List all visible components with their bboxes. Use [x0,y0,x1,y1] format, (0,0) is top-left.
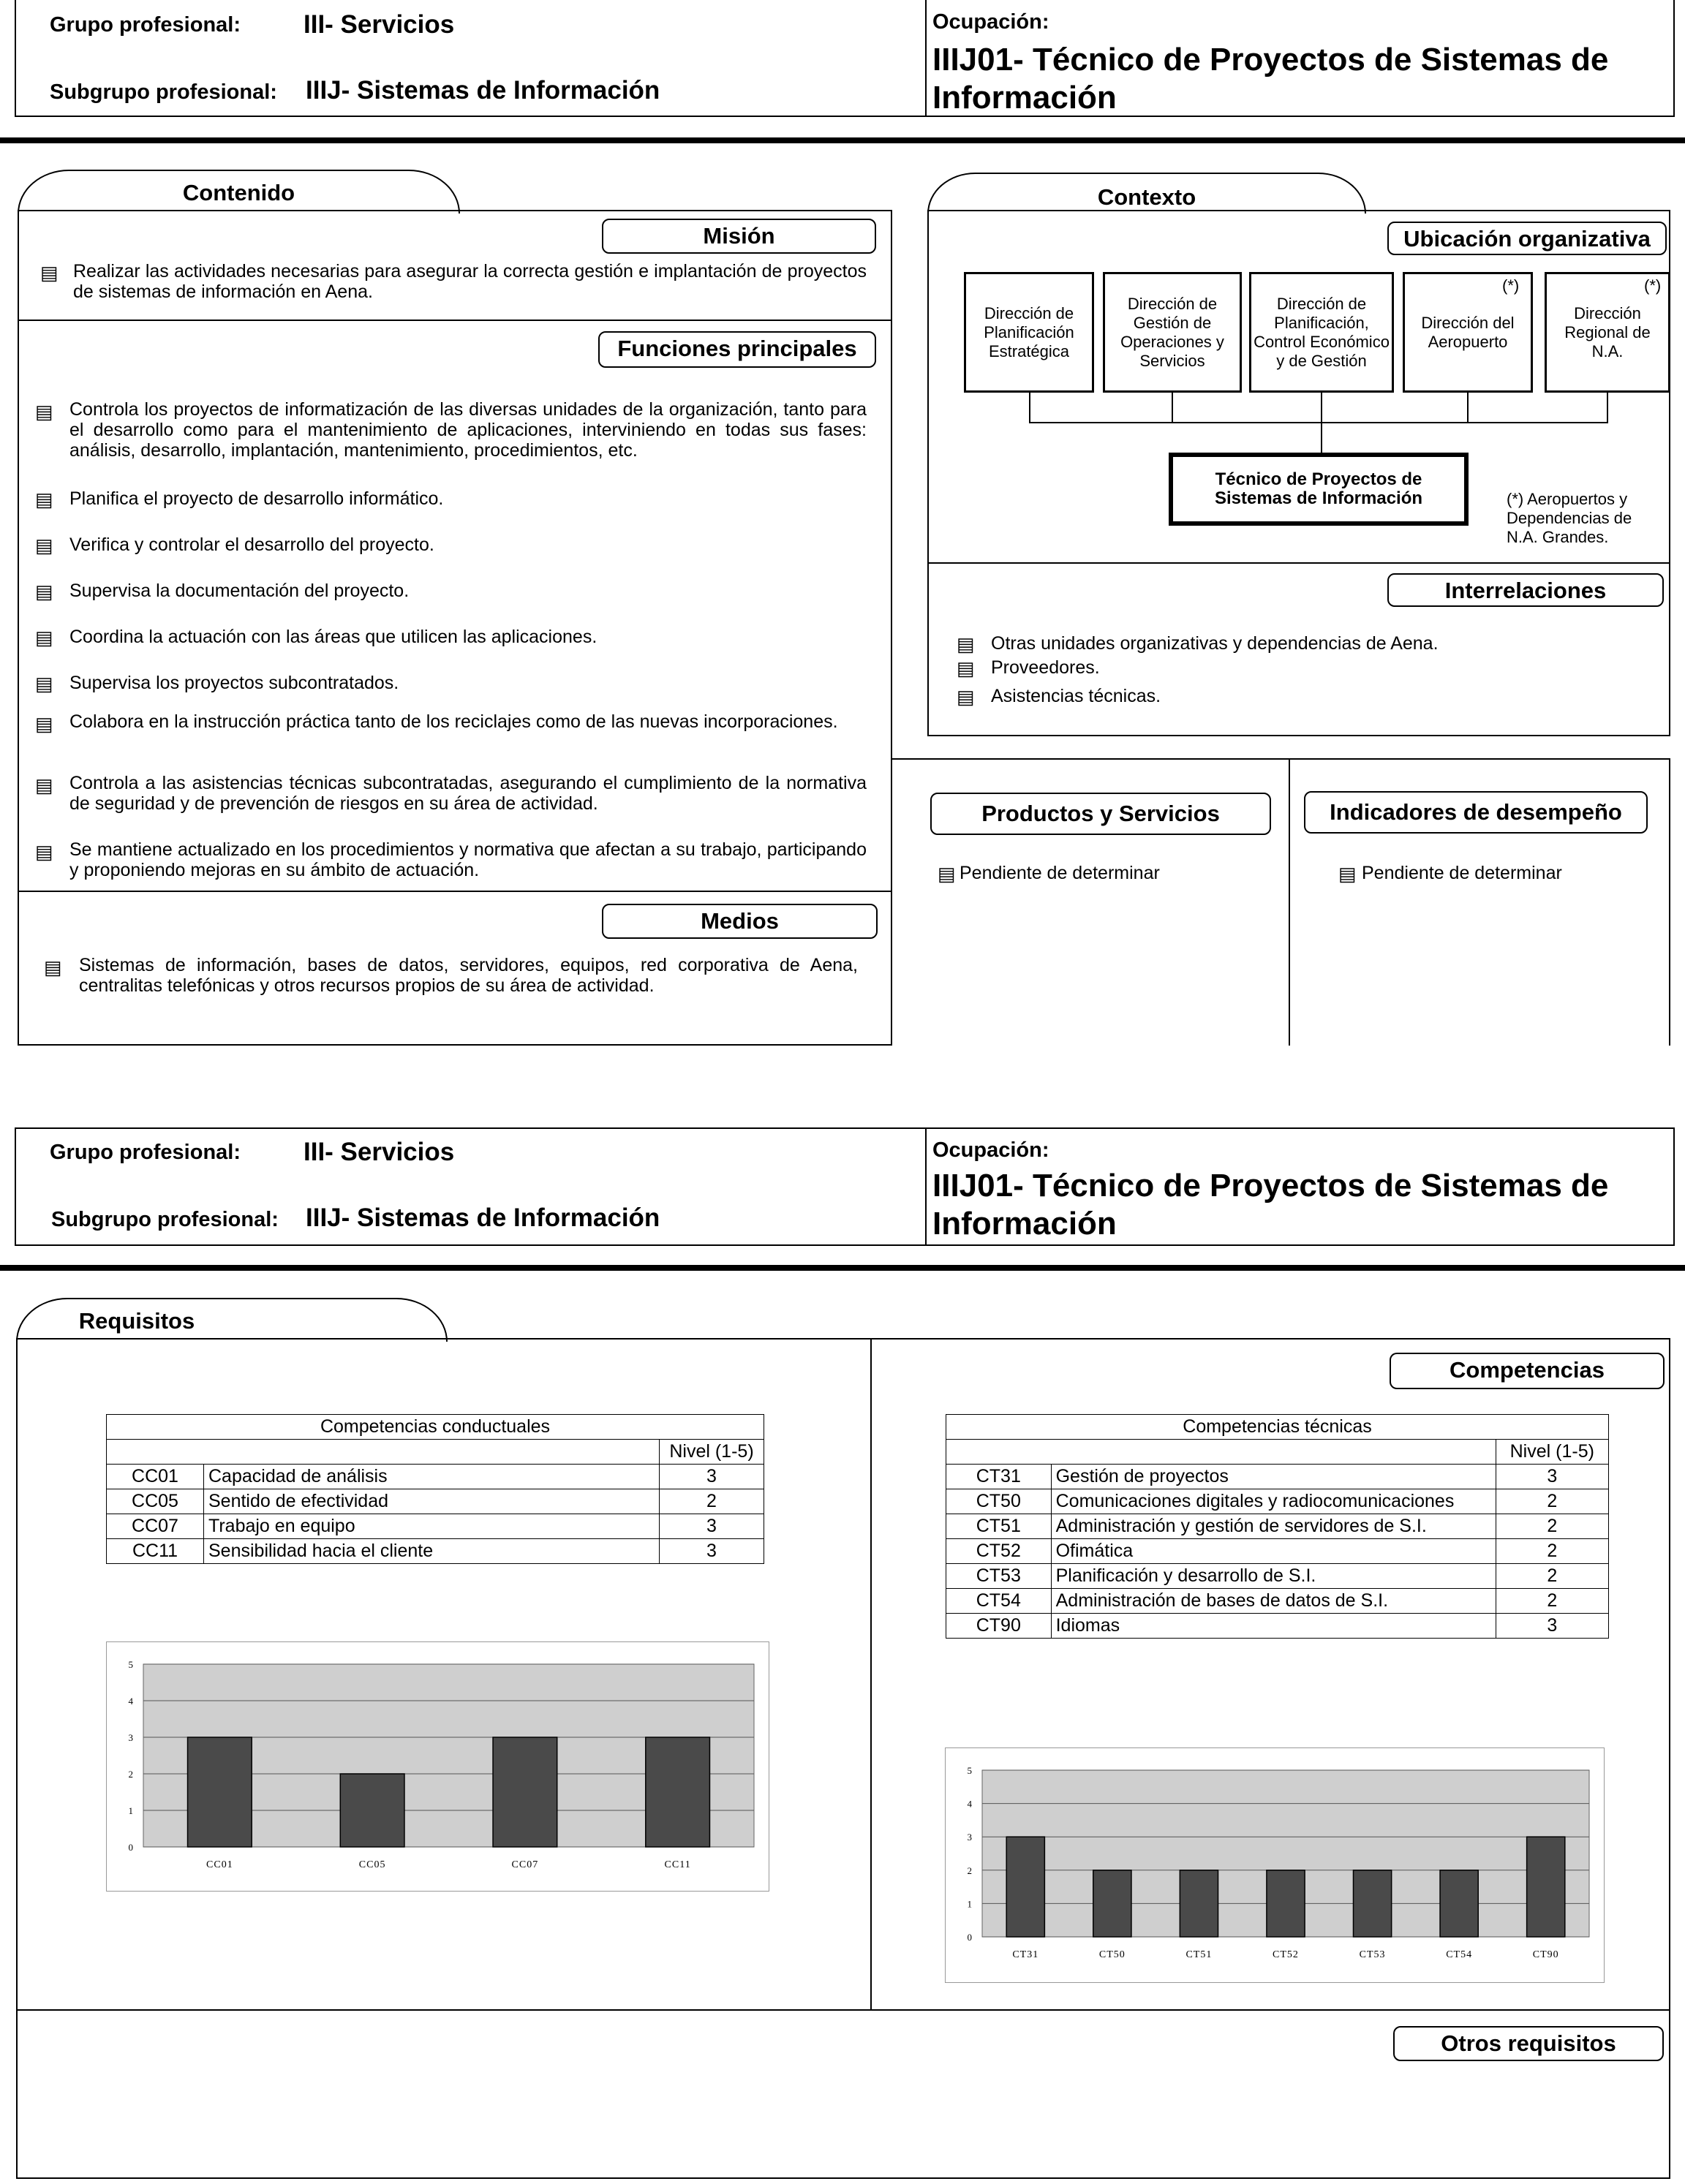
x-tick-label: CC01 [206,1859,233,1870]
ocupacion-label: Ocupación: [932,10,1049,34]
requisitos-divider [870,1338,872,2009]
row-name: Capacidad de análisis [204,1465,660,1489]
medios-text: Sistemas de información, bases de datos, servidores, equipos, red corporativa de Aena, centralitas telefónicas y otros recursos propios de su área de actividad. [79,955,858,996]
row-code: CT54 [946,1589,1052,1614]
bar-cc05 [340,1774,404,1847]
row-level: 3 [660,1465,764,1489]
table-row [107,1465,764,1489]
requisitos-tab-label: Requisitos [78,1308,195,1334]
org-box-planificacion-estrategica: Dirección de Planificación Estratégica [964,272,1094,393]
table-row [107,1514,764,1539]
mision-text: Realizar las actividades necesarias para asegurar la correcta gestión e implantación de proyectos de sistemas de información en Aena. [73,261,867,302]
bar-ct50 [1093,1870,1131,1937]
row-level: 3 [660,1539,764,1564]
row-code: CT52 [946,1539,1052,1564]
bullet-icon: ▤ [35,488,53,510]
row-level: 3 [1496,1465,1608,1489]
x-tick-label: CC07 [511,1859,539,1870]
funcion-1: Controla los proyectos de informatización de las diversas unidades de la organización, tanto para el desarrollo como para el mantenimiento de aplicaciones, interviniendo en todas sus fases: análisis, desarrollo, implantación, mantenimiento, procedimientos, etc. [69,399,867,461]
contexto-tab [927,173,1366,214]
contenido-tab [18,170,460,214]
x-tick-label: CT31 [1012,1949,1039,1960]
connector [1029,393,1030,422]
grupo-value-2: III- Servicios [304,1138,455,1166]
row-level: 2 [1496,1539,1608,1564]
header-rule-2 [0,1265,1685,1271]
funcion-8: Controla a las asistencias técnicas subcontratadas, asegurando el cumplimiento de la normativa de seguridad y de prevención de riesgos en su área de actividad. [69,773,867,814]
bar-ct90 [1527,1837,1565,1937]
table-row [946,1614,1609,1639]
x-tick-label: CT90 [1532,1949,1559,1960]
bar-ct51 [1180,1870,1218,1937]
row-code: CC05 [107,1489,204,1514]
x-tick-label: CC11 [664,1859,691,1870]
connector [1029,422,1608,423]
bar-ct54 [1440,1870,1478,1937]
ocupacion-value-2: IIIJ01- Técnico de Proyectos de Sistemas de Información [932,1168,1609,1242]
tecnicas-chart [945,1747,1605,1983]
bullet-icon: ▤ [40,262,59,284]
table-row [946,1514,1609,1539]
interrelacion-1: Otras unidades organizativas y dependencias de Aena. [991,633,1439,654]
row-code: CT31 [946,1465,1052,1489]
footnote: (*) Aeropuertos y Dependencias de N.A. Grandes. [1507,490,1632,546]
productos-title: Productos y Servicios [930,793,1271,835]
bar-cc01 [188,1737,252,1847]
y-tick-label: 1 [967,1898,972,1910]
bullet-icon: ▤ [35,713,53,735]
x-tick-label: CT53 [1359,1949,1386,1960]
productos-top-line [892,758,1670,760]
grupo-label-2: Grupo profesional: [50,1141,241,1164]
bullet-icon: ▤ [35,673,53,695]
funcion-4: Supervisa la documentación del proyecto. [69,581,410,601]
row-name: Ofimática [1051,1539,1496,1564]
funcion-6: Supervisa los proyectos subcontratados. [69,673,399,693]
bullet-icon: ▤ [35,401,53,423]
row-code: CT51 [946,1514,1052,1539]
conductuales-title: Competencias conductuales [107,1415,764,1440]
bullet-icon: ▤ [957,686,975,708]
row-code: CC11 [107,1539,204,1564]
indicadores-title: Indicadores de desempeño [1304,791,1648,834]
conductuales-chart [106,1641,769,1892]
y-tick-label: 5 [128,1659,133,1670]
org-box-regional-na: Dirección Regional de N.A. [1545,272,1670,393]
y-tick-label: 3 [128,1732,133,1743]
y-tick-label: 5 [967,1765,972,1776]
org-box-gestion-operaciones: Dirección de Gestión de Operaciones y Servicios [1103,272,1242,393]
asterisk-regional: (*) [1644,276,1662,295]
contenido-tab-label: Contenido [182,180,295,205]
funcion-2: Planifica el proyecto de desarrollo informático. [69,488,444,509]
bullet-icon: ▤ [1338,863,1357,885]
conductuales-table [106,1414,764,1564]
row-level: 3 [1496,1614,1608,1639]
funcion-3: Verifica y controlar el desarrollo del proyecto. [69,534,434,555]
bullet-icon: ▤ [44,956,62,978]
x-tick-label: CC05 [358,1859,386,1870]
bullet-icon: ▤ [938,863,956,885]
row-code: CT53 [946,1564,1052,1589]
ocupacion-label-2: Ocupación: [932,1138,1049,1162]
ocupacion-value: IIIJ01- Técnico de Proyectos de Sistemas de Información [932,42,1609,116]
header-rule [0,137,1685,143]
org-box-aeropuerto: Dirección del Aeropuerto [1403,272,1533,393]
connector [1172,393,1173,422]
row-name: Planificación y desarrollo de S.I. [1051,1564,1496,1589]
row-code: CC07 [107,1514,204,1539]
table-row [107,1489,764,1514]
row-name: Idiomas [1051,1614,1496,1639]
interrelacion-2: Proveedores. [991,657,1100,678]
otros-requisitos-title: Otros requisitos [1393,2026,1664,2061]
row-level: 2 [1496,1589,1608,1614]
row-name: Sentido de efectividad [204,1489,660,1514]
row-level: 2 [1496,1489,1608,1514]
org-box-planificacion-control: Dirección de Planificación, Control Económico y de Gestión [1249,272,1394,393]
row-name: Administración y gestión de servidores de S.I. [1051,1514,1496,1539]
subgrupo-value-2: IIIJ- Sistemas de Información [306,1204,660,1232]
medios-title: Medios [602,904,878,939]
x-tick-label: CT52 [1273,1949,1299,1960]
funcion-7: Colabora en la instrucción práctica tanto de los reciclajes como de las nuevas incorporaciones. [69,711,838,732]
x-tick-label: CT54 [1446,1949,1473,1960]
nivel-header: Nivel (1-5) [660,1440,764,1465]
nivel-header: Nivel (1-5) [1496,1440,1608,1465]
funcion-5: Coordina la actuación con las áreas que utilicen las aplicaciones. [69,627,598,647]
interrelaciones-title: Interrelaciones [1387,573,1664,607]
table-row [107,1539,764,1564]
mision-title: Misión [602,219,876,254]
bar-ct31 [1006,1837,1044,1937]
header-divider-2 [925,1127,927,1246]
y-tick-label: 0 [967,1932,972,1943]
row-level: 2 [660,1489,764,1514]
funciones-title: Funciones principales [598,331,876,368]
interrelacion-3: Asistencias técnicas. [991,686,1161,706]
funcion-9: Se mantiene actualizado en los procedimientos y normativa que afectan a su trabajo, participando y proponiendo mejoras en su ámbito de actuación. [69,839,867,880]
table-row [946,1539,1609,1564]
indicadores-text: Pendiente de determinar [1362,863,1562,883]
bullet-icon: ▤ [35,774,53,796]
competencias-title: Competencias [1390,1353,1665,1389]
row-code: CC01 [107,1465,204,1489]
y-tick-label: 3 [967,1832,972,1843]
y-tick-label: 2 [128,1769,133,1780]
requisitos-tab [16,1298,448,1342]
row-code: CT90 [946,1614,1052,1639]
table-row [946,1465,1609,1489]
bullet-icon: ▤ [957,633,975,655]
x-tick-label: CT51 [1185,1949,1213,1960]
row-level: 3 [660,1514,764,1539]
productos-text: Pendiente de determinar [960,863,1160,883]
mision-divider [18,320,892,321]
bullet-icon: ▤ [957,657,975,679]
subgrupo-value: IIIJ- Sistemas de Información [306,76,660,105]
table-row [946,1564,1609,1589]
tecnicas-table [946,1414,1609,1639]
table-row [946,1489,1609,1514]
bar-ct52 [1267,1870,1305,1937]
medios-divider [18,891,892,892]
interrelaciones-divider [927,562,1670,564]
y-tick-label: 4 [128,1696,133,1707]
subgrupo-label-2: Subgrupo profesional: [51,1208,279,1231]
tecnico-box: Técnico de Proyectos de Sistemas de Información [1169,453,1469,526]
row-name: Sensibilidad hacia el cliente [204,1539,660,1564]
productos-right-border [1669,758,1670,1046]
productos-divider [1289,758,1290,1046]
tecnicas-title: Competencias técnicas [946,1415,1609,1440]
bar-cc07 [493,1737,557,1847]
y-tick-label: 2 [967,1864,972,1876]
bar-ct53 [1353,1870,1391,1937]
table-row [946,1589,1609,1614]
otros-divider [16,2009,1670,2011]
grupo-label: Grupo profesional: [50,13,241,37]
row-name: Comunicaciones digitales y radiocomunicaciones [1051,1489,1496,1514]
row-name: Administración de bases de datos de S.I. [1051,1589,1496,1614]
grupo-value: III- Servicios [304,10,455,39]
bullet-icon: ▤ [35,534,53,556]
row-level: 2 [1496,1514,1608,1539]
bar-cc11 [646,1737,710,1847]
connector [1467,393,1469,422]
bullet-icon: ▤ [35,627,53,649]
bullet-icon: ▤ [35,581,53,602]
row-name: Gestión de proyectos [1051,1465,1496,1489]
bullet-icon: ▤ [35,841,53,863]
y-tick-label: 0 [128,1842,133,1853]
asterisk-aeropuerto: (*) [1502,276,1520,295]
y-tick-label: 1 [128,1805,133,1816]
x-tick-label: CT50 [1098,1949,1126,1960]
contexto-tab-label: Contexto [1097,184,1196,210]
row-name: Trabajo en equipo [204,1514,660,1539]
header-divider [925,0,927,117]
ubicacion-title: Ubicación organizativa [1387,222,1667,255]
row-level: 2 [1496,1564,1608,1589]
y-tick-label: 4 [967,1798,972,1810]
subgrupo-label: Subgrupo profesional: [50,80,277,104]
connector [1607,393,1608,422]
row-code: CT50 [946,1489,1052,1514]
